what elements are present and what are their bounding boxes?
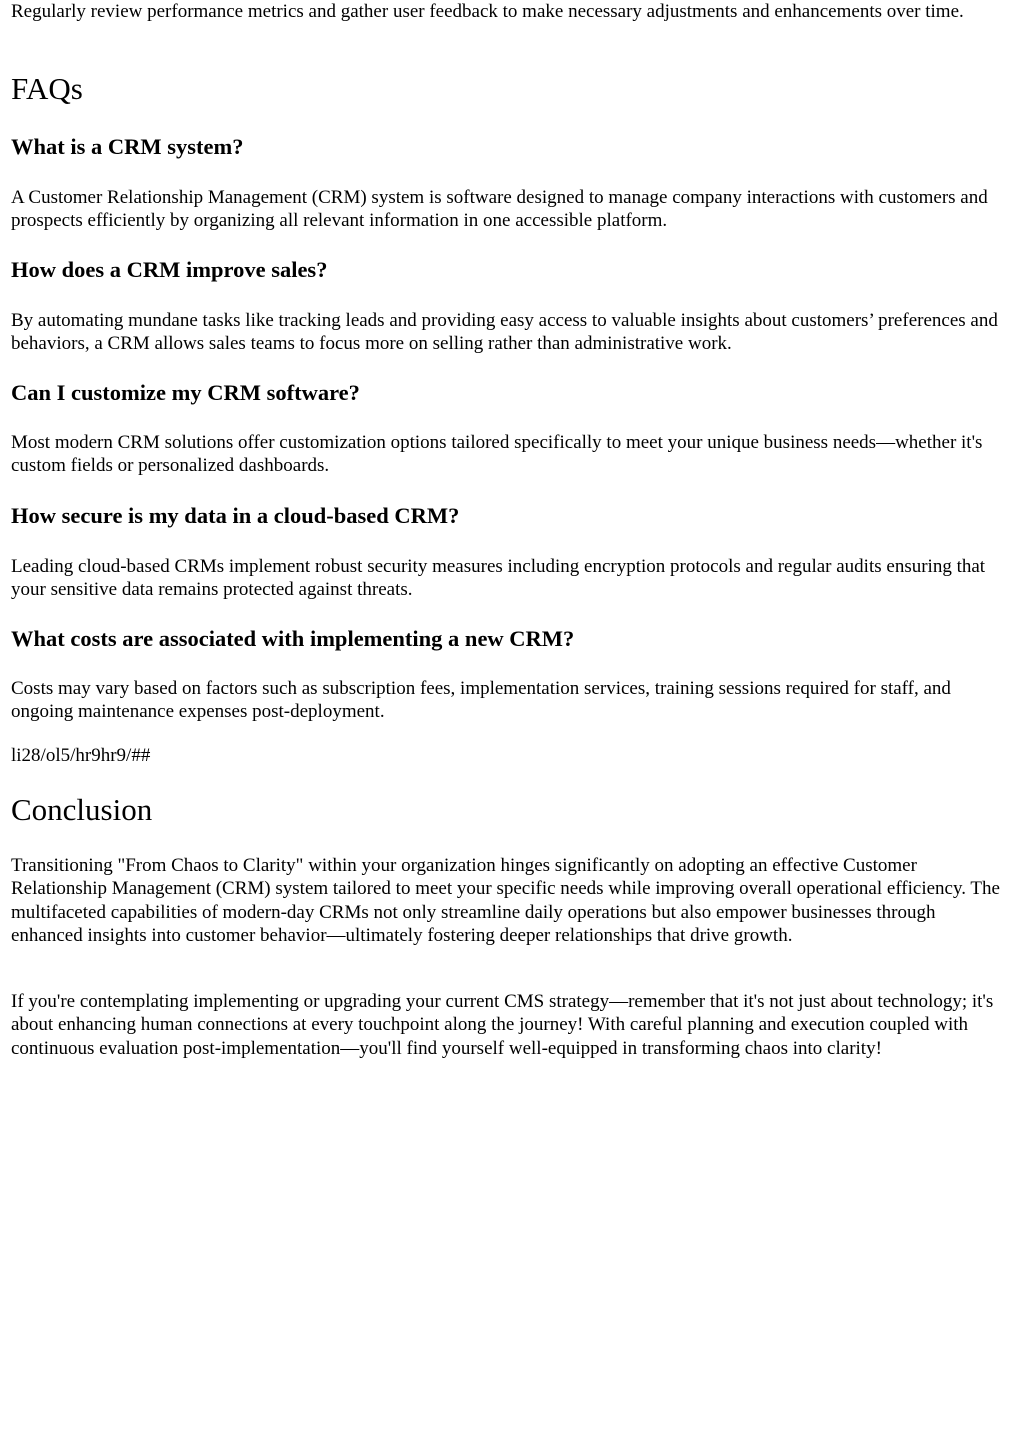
faq-question-1: What is a CRM system?	[11, 134, 244, 159]
conclusion-paragraph-2: If you're contemplating implementing or upgrading your current CMS strategy—remember that it's not just about technology; it's about enhancing human connections at every touchpoint along the journey! With careful planning and execution coupled with continuous evaluation post-implementation—you'll find yourself well-equipped in transforming chaos into clarity!	[11, 991, 994, 1059]
faq-answer-3: Most modern CRM solutions offer customization options tailored specifically to meet your unique business needs—whether it's custom fields or personalized dashboards.	[11, 432, 983, 477]
faq-question-2: How does a CRM improve sales?	[11, 257, 328, 282]
conclusion-paragraph-1: Transitioning "From Chaos to Clarity" within your organization hinges significantly on adopting an effective Customer Relationship Management (CRM) system tailored to meet your specific needs while improving overall operational efficiency. The multifaceted capabilities of modern-day CRMs not only streamline daily operations but also empower businesses through enhanced insights into customer behavior—ultimately fostering deeper relationships that drive growth.	[11, 855, 1000, 947]
marker-text: li28/ol5/hr9hr9/##	[11, 745, 151, 766]
faq-answer-1: A Customer Relationship Management (CRM) system is software designed to manage company interactions with customers and prospects efficiently by organizing all relevant information in one accessible platform.	[11, 187, 988, 232]
faqs-heading: FAQs	[11, 71, 83, 106]
faq-question-4: How secure is my data in a cloud-based CRM?	[11, 503, 460, 528]
faq-question-5: What costs are associated with implementing a new CRM?	[11, 626, 575, 651]
faq-answer-2: By automating mundane tasks like tracking leads and providing easy access to valuable insights about customers’ preferences and behaviors, a CRM allows sales teams to focus more on selling rather than administrative work.	[11, 310, 998, 355]
faq-answer-4: Leading cloud-based CRMs implement robust security measures including encryption protocols and regular audits ensuring that your sensitive data remains protected against threats.	[11, 556, 986, 601]
conclusion-heading: Conclusion	[11, 792, 153, 827]
faq-answer-5: Costs may vary based on factors such as subscription fees, implementation services, training sessions required for staff, and ongoing maintenance expenses post-deployment.	[11, 678, 951, 723]
faq-question-3: Can I customize my CRM software?	[11, 380, 360, 405]
intro-paragraph: Regularly review performance metrics and gather user feedback to make necessary adjustments and enhancements over time.	[11, 1, 964, 22]
